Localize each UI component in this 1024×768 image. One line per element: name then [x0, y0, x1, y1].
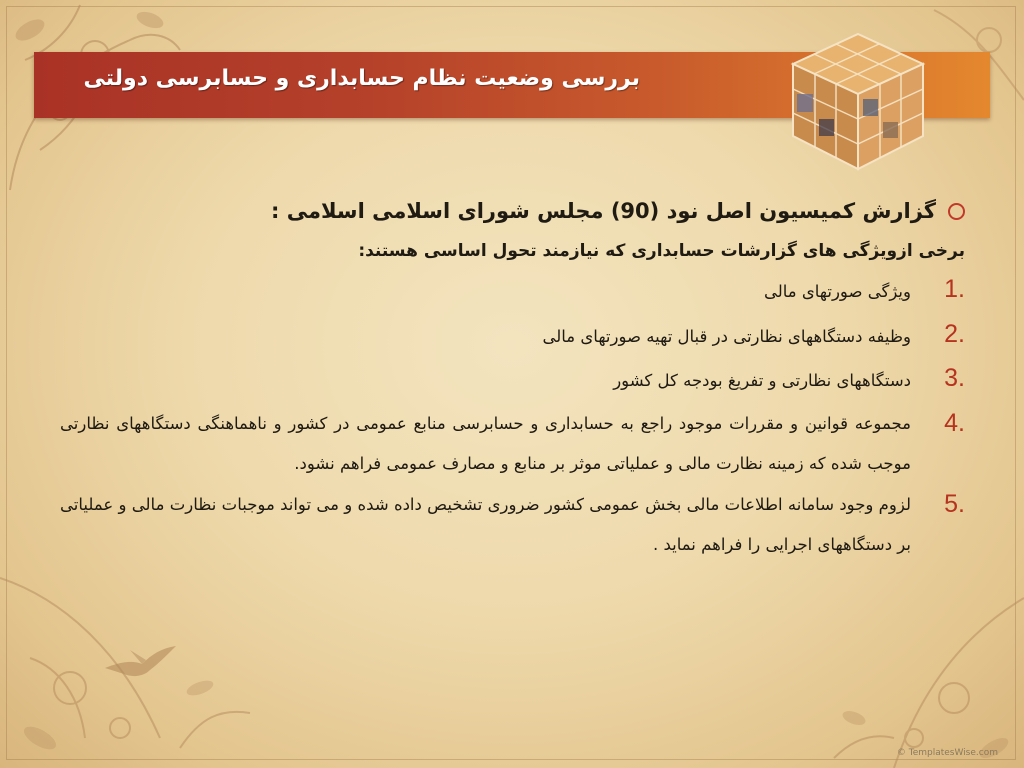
- list-item-text: دستگاههای نظارتی و تفریغ بودجه کل کشور: [613, 371, 911, 391]
- bullet-circle-icon: [948, 203, 965, 220]
- list-item: [60, 315, 965, 360]
- floral-ornament-bottom-right: [794, 568, 1024, 768]
- list-item-number: 1.: [944, 275, 965, 304]
- list-item-number: 3.: [944, 364, 965, 393]
- list-item: [60, 404, 965, 485]
- slide-title: بررسی وضعیت نظام حسابداری و حسابرسی دولتی: [83, 66, 640, 91]
- slide-content: [60, 195, 965, 565]
- numbered-list: [60, 270, 965, 565]
- list-item-number: 4.: [944, 408, 965, 437]
- footer-watermark: © TemplatesWise.com: [896, 748, 998, 758]
- list-item-text: لزوم وجود سامانه اطلاعات مالی بخش عمومی کشور ضروری تشخیص داده شده و می تواند موجبات نظارت مالی و عملیاتی بر دستگاههای اجرایی را فراهم نماید .: [60, 494, 911, 554]
- list-item-number: 5.: [944, 489, 965, 518]
- bullet-heading: گزارش کمیسیون اصل نود (90) مجلس شورای اسلامی اسلامی :: [271, 199, 936, 223]
- list-item-text: مجموعه قوانین و مقررات موجود راجع به حسابداری و حسابرسی منابع عمومی در کشور و ناهماهنگی دستگاههای نظارتی موجب شده که زمینه نظارت مالی و عملیاتی موثر بر منابع و مصارف عمومی فراهم نشود.: [60, 413, 911, 474]
- photo-cube-icon: [783, 24, 933, 174]
- list-item: [60, 485, 965, 566]
- list-item-text: وظیفه دستگاههای نظارتی در قبال تهیه صورتهای مالی: [542, 326, 911, 346]
- list-item: [60, 359, 965, 404]
- list-item-text: ویژگی صورتهای مالی: [763, 282, 911, 302]
- list-item-number: 2.: [944, 319, 965, 348]
- sub-heading: برخی ازویژگی های گزارشات حسابداری که نیازمند تحول اساسی هستند:: [358, 240, 965, 261]
- list-item: [60, 270, 965, 315]
- main-bullet: [60, 195, 965, 229]
- bird-ornament-icon: [100, 640, 180, 690]
